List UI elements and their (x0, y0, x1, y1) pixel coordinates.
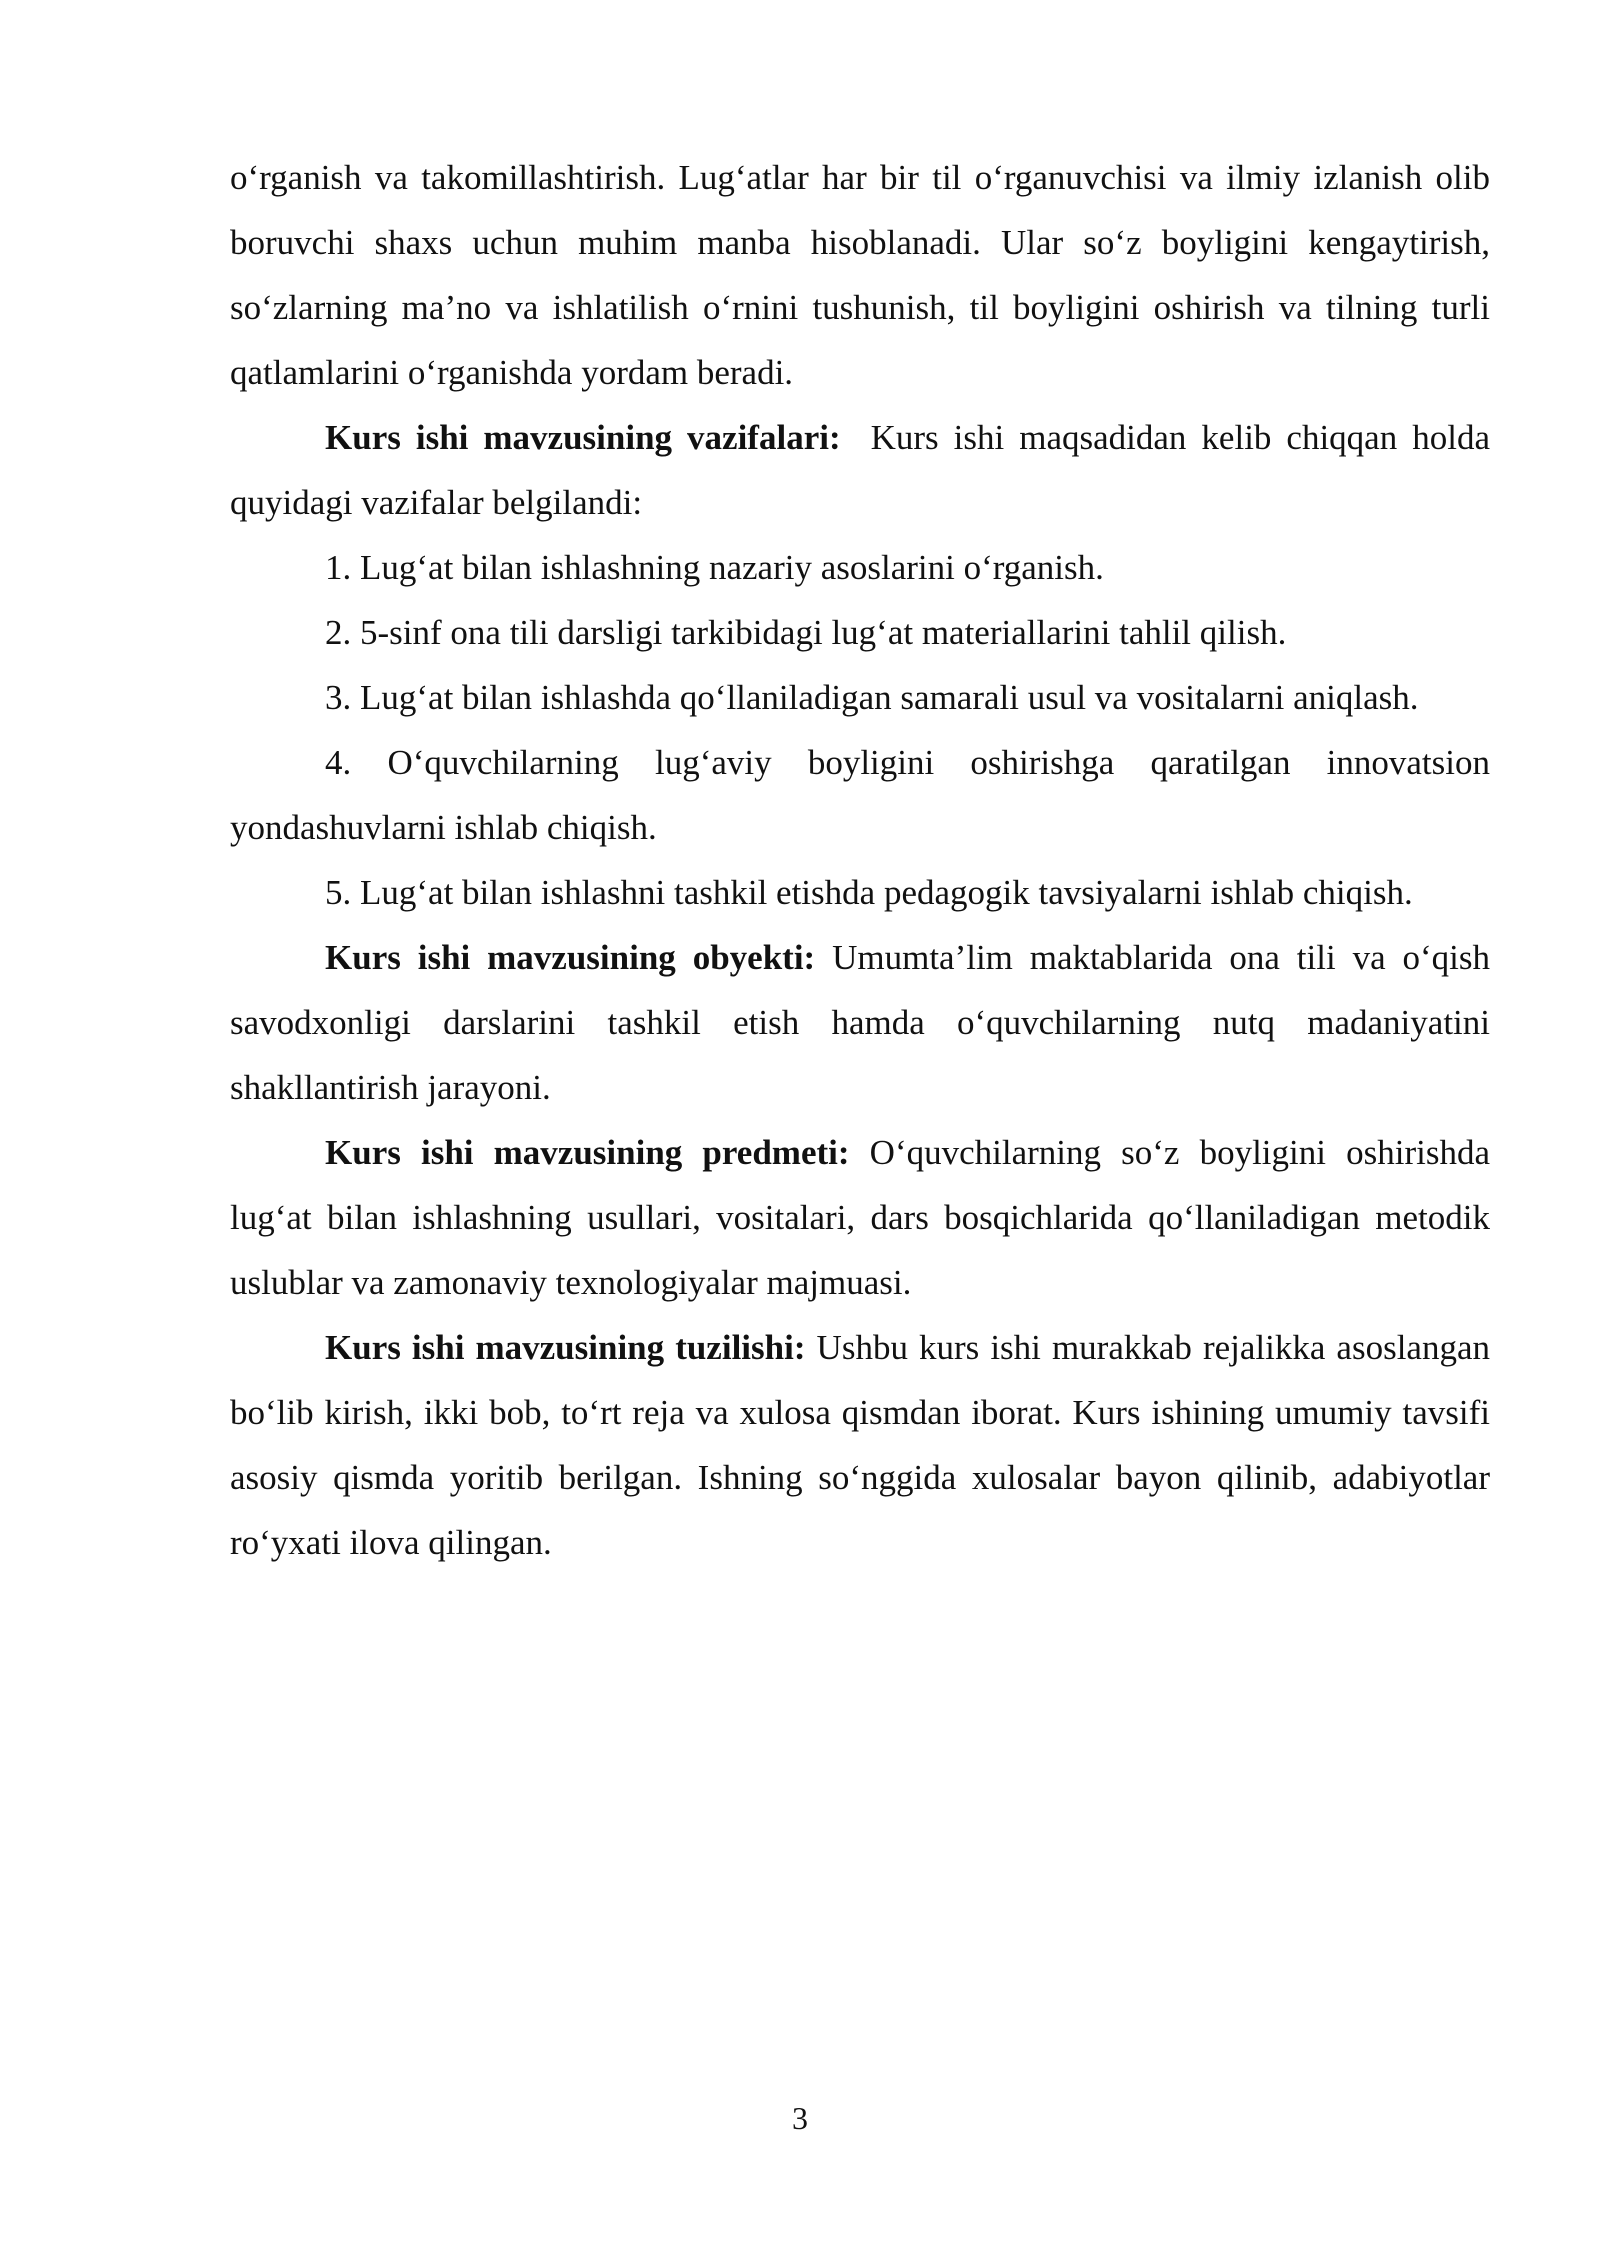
page-number: 3 (792, 2100, 808, 2136)
tasks-text: Kurs ishi maqsadidan kelib chiqqan holda quyidagi vazifalar belgilandi: (230, 418, 1490, 522)
subject-paragraph (230, 1120, 1490, 1315)
intro-paragraph: o‘rganish va takomillashtirish. Lug‘atlar har bir til o‘rganuvchisi va ilmiy izlanish olib boruvchi shaxs uchun muhim manba hisoblanadi. Ular so‘z boyligini kengaytirish, so‘zlarning ma’no va ishlatilish o‘rnini tushunish, til boyligini oshirish va tilning turli qatlamlarini o‘rganishda yordam beradi. (230, 158, 1490, 392)
tasks-label: Kurs ishi mavzusining vazifalari: (325, 418, 841, 457)
object-paragraph (230, 925, 1490, 1120)
structure-label: Kurs ishi mavzusining tuzilishi: (325, 1328, 806, 1367)
object-label: Kurs ishi mavzusining obyekti: (325, 938, 816, 977)
task-item-4: 4. O‘quvchilarning lug‘aviy boyligini oshirishga qaratilgan innovatsion yondashuvlarni ishlab chiqish. (230, 743, 1490, 847)
subject-text: O‘quvchilarning so‘z boyligini oshirishda lug‘at bilan ishlashning usullari, vositalari, dars bosqichlarida qo‘llaniladigan metodik uslublar va zamonaviy texnologiyalar majmuasi. (230, 1133, 1490, 1302)
subject-label: Kurs ishi mavzusining predmeti: (325, 1133, 850, 1172)
document-page (230, 145, 1490, 1575)
task-item-3: 3. Lug‘at bilan ishlashda qo‘llaniladigan samarali usul va vositalarni aniqlash. (325, 678, 1419, 717)
task-item-1: 1. Lug‘at bilan ishlashning nazariy asoslarini o‘rganish. (325, 548, 1104, 587)
object-text: Umumta’lim maktablarida ona tili va o‘qish savodxonligi darslarini tashkil etish hamda o‘quvchilarning nutq madaniyatini shakllantirish jarayoni. (230, 938, 1490, 1107)
tasks-paragraph (230, 405, 1490, 535)
task-item-5: 5. Lug‘at bilan ishlashni tashkil etishda pedagogik tavsiyalarni ishlab chiqish. (325, 873, 1413, 912)
structure-paragraph (230, 1315, 1490, 1575)
task-item-2: 2. 5-sinf ona tili darsligi tarkibidagi lug‘at materiallarini tahlil qilish. (325, 613, 1287, 652)
structure-text: Ushbu kurs ishi murakkab rejalikka asoslangan bo‘lib kirish, ikki bob, to‘rt reja va xulosa qismdan iborat. Kurs ishining umumiy tavsifi asosiy qismda yoritib berilgan. Ishning so‘nggida xulosalar bayon qilinib, adabiyotlar ro‘yxati ilova qilingan. (230, 1328, 1490, 1562)
